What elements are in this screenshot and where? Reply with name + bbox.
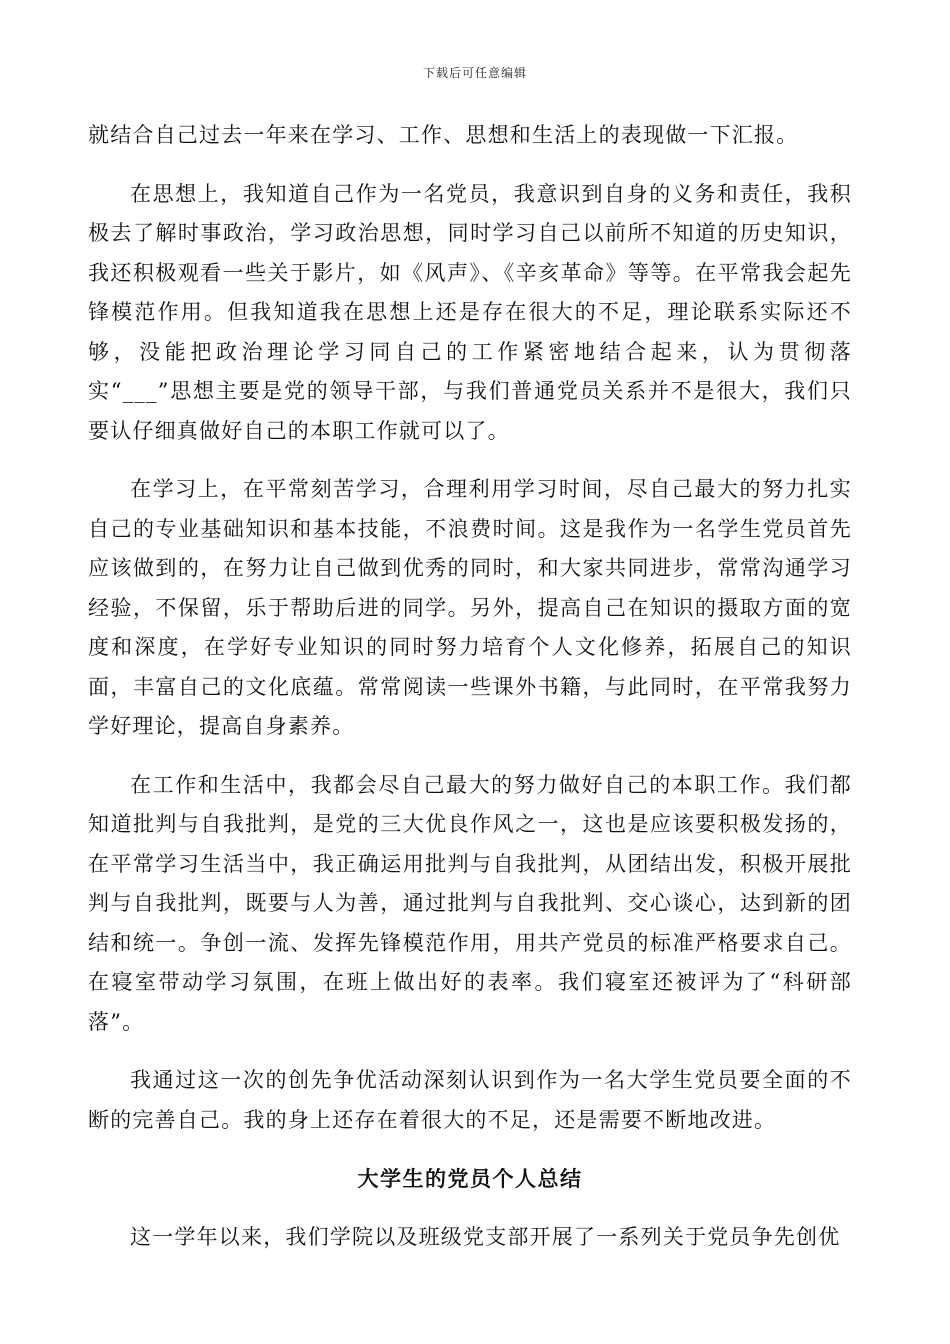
document-body <box>88 116 852 1258</box>
paragraph-study: 在学习上，在平常刻苦学习，合理利用学习时间，尽自己最大的努力扎实自己的专业基础知识和基本技能，不浪费时间。这是我作为一名学生党员首先应该做到的，在努力让自己做到优秀的同时，和大家共同进步，常常沟通学习经验，不保留，乐于帮助后进的同学。另外，提高自己在知识的摄取方面的宽度和深度，在学好专业知识的同时努力培育个人文化修养，拓展自己的知识面，丰富自己的文化底蕴。常常阅读一些课外书籍，与此同时，在平常我努力学好理论，提高自身素养。 <box>88 477 852 738</box>
paragraph-section-first: 这一学年以来，我们学院以及班级党支部开展了一系列关于党员争先创优 <box>130 1225 841 1249</box>
paragraph-thought: 在思想上，我知道自己作为一名党员，我意识到自身的义务和责任，我积极去了解时事政治，学习政治思想，同时学习自己以前所不知道的历史知识，我还积极观看一些关于影片，如《风声》、《辛亥革命》等等。在平常我会起先锋模范作用。但我知道我在思想上还是存在很大的不足，理论联系实际还不够，没能把政治理论学习同自己的工作紧密地结合起来，认为贯彻落实“___”思想主要是党的领导干部，与我们普通党员关系并不是很大，我们只要认仔细真做好自己的本职工作就可以了。 <box>88 181 852 443</box>
paragraph-work-life: 在工作和生活中，我都会尽自己最大的努力做好自己的本职工作。我们都知道批判与自我批判，是党的三大优良作风之一，这也是应该要积极发扬的，在平常学习生活当中，我正确运用批判与自我批判，从团结出发，积极开展批判与自我批判，既要与人为善，通过批判与自我批判、交心谈心，达到新的团结和统一。争创一流、发挥先锋模范作用，用共产党员的标准严格要求自己。在寝室带动学习氛围，在班上做出好的表率。我们寝室还被评为了“科研部落”。 <box>88 772 852 1034</box>
paragraph-intro: 就结合自己过去一年来在学习、工作、思想和生活上的表现做一下汇报。 <box>88 123 799 147</box>
page-header: 下载后可任意编辑 <box>422 66 527 80</box>
paragraph-conclusion: 我通过这一次的创先争优活动深刻认识到作为一名大学生党员要全面的不断的完善自己。我的身上还存在着很大的不足，还是需要不断地改进。 <box>88 1068 852 1132</box>
section-title: 大学生的党员个人总结 <box>357 1166 583 1191</box>
